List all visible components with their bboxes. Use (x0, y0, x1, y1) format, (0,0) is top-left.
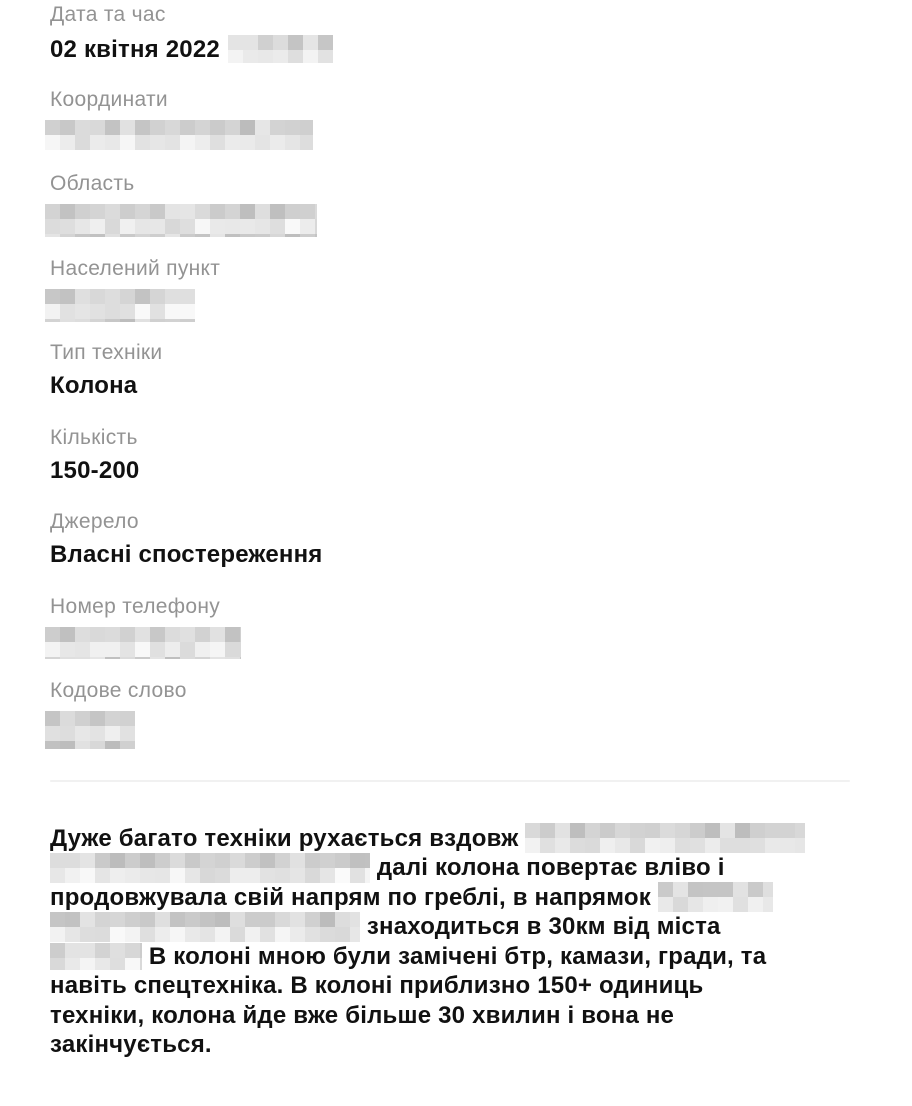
field-label: Координати (50, 87, 168, 111)
report-line (50, 824, 852, 854)
redacted-block (525, 823, 805, 853)
report-line-text: Дуже багато техніки рухається вздовж (50, 824, 526, 852)
field-value (50, 458, 852, 484)
field-value (50, 35, 852, 63)
field-label: Кількість (50, 425, 138, 449)
field (50, 89, 852, 174)
redacted-block (50, 943, 142, 970)
field-label: Номер телефону (50, 594, 221, 618)
field-value-text: Власні спостереження (50, 541, 323, 568)
report-line (50, 1001, 852, 1031)
field-value-text: 02 квітня 2022 (50, 36, 220, 63)
field-label: Область (50, 172, 135, 195)
report-line-text: знаходиться в 30км від міста (360, 913, 721, 940)
field-label: Кодове слово (50, 679, 187, 702)
field (50, 4, 852, 89)
report-line-text: В колоні мною були замічені бтр, камази, гради, та (142, 942, 767, 970)
field-value-text: 150-200 (50, 456, 140, 484)
redacted-block (45, 711, 135, 749)
field (50, 511, 852, 596)
report-line-text: техніки, колона йде вже більше 30 хвилин і вона не (50, 1001, 675, 1029)
redacted-block (50, 912, 360, 942)
field (50, 596, 852, 681)
divider (50, 780, 850, 782)
report-line-text: закінчується. (50, 1031, 212, 1058)
field-label: Дата та час (50, 3, 166, 26)
field-value (50, 627, 852, 659)
redacted-block (45, 204, 317, 237)
redacted-block (658, 882, 773, 912)
report-line-text: далі колона повертає вліво і (370, 854, 725, 881)
report-line (50, 883, 852, 913)
redacted-block (228, 35, 333, 63)
field (50, 427, 852, 512)
field-value (50, 289, 852, 322)
redacted-block (45, 289, 195, 322)
redacted-block (45, 120, 313, 150)
field-value (50, 711, 852, 749)
field-value (50, 542, 852, 568)
report-line (50, 942, 852, 972)
field (50, 680, 852, 765)
report-line-text: продовжувала свій напрям по греблі, в напрямок (50, 883, 658, 911)
redacted-block (45, 627, 241, 659)
field (50, 258, 852, 343)
field (50, 342, 852, 427)
redacted-block (50, 853, 370, 883)
field (50, 173, 852, 258)
field-value (50, 120, 852, 150)
report-line (50, 853, 852, 883)
field-value (50, 204, 852, 237)
field-label: Джерело (50, 510, 139, 533)
report-line (50, 971, 852, 1001)
field-value (50, 373, 852, 399)
report-line (50, 912, 852, 942)
report-line (50, 1030, 852, 1060)
report-line-text: навіть спецтехніка. В колоні приблизно 150+ одиниць (50, 972, 704, 999)
field-value-text: Колона (50, 372, 138, 399)
fields-list (50, 4, 852, 765)
report-text (50, 824, 852, 1060)
field-label: Тип техніки (50, 341, 163, 364)
field-label: Населений пункт (50, 256, 221, 280)
